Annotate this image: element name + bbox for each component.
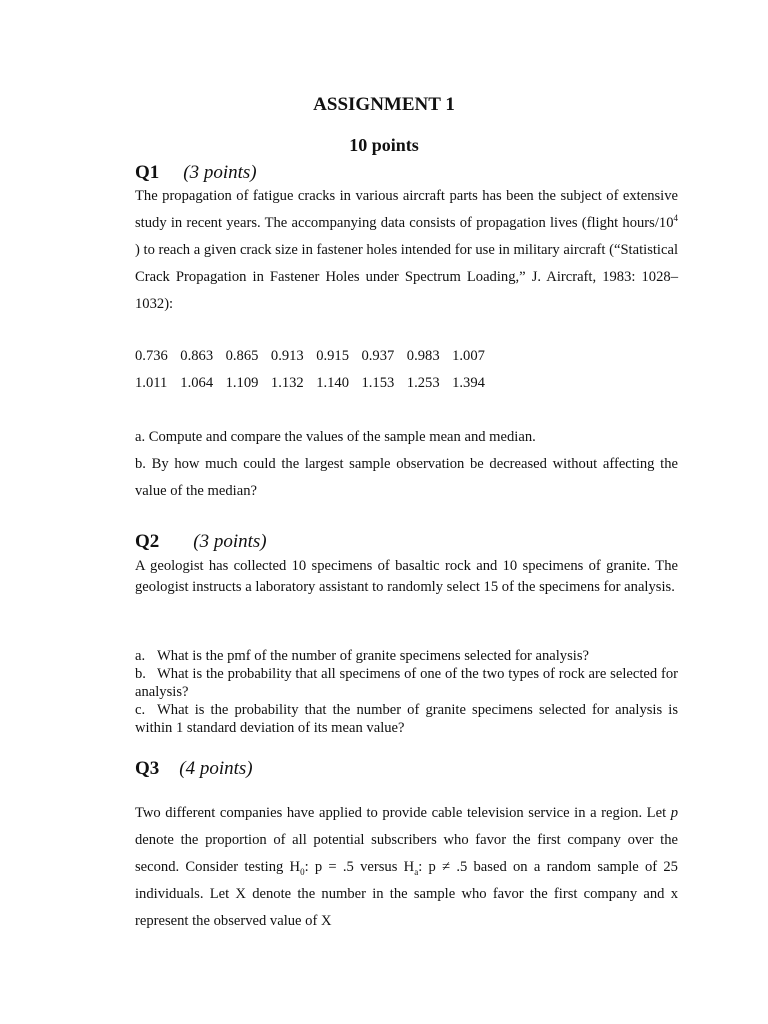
- data-value: 0.736: [135, 348, 168, 364]
- data-value: 1.140: [316, 375, 350, 391]
- q3-text-2: denote the proportion of all potential subscribers who favor the first company over the second. Consider testing H: [135, 832, 678, 875]
- q1-intro-b: ) to reach a given crack size in fastener holes intended for use in military aircraft (“Statistical Crack Propagation in Fastener Holes under Spectrum Loading,” J. Aircraft, 1983: 1028–1032):: [135, 242, 678, 312]
- data-value: 1.253: [406, 375, 440, 391]
- data-value: 0.863: [180, 348, 214, 364]
- q2-item-c-text: What is the probability that the number of granite specimens selected for analysis is within 1 standard deviation of its mean value?: [135, 702, 678, 736]
- q2-item-b-text: What is the probability that all specimens of one of the two types of rock are selected for analysis?: [135, 666, 678, 700]
- data-value: 0.915: [316, 348, 350, 364]
- q3-p-variable: p: [670, 805, 678, 821]
- q3-subscript-a: a: [414, 866, 419, 877]
- data-value: 0.865: [225, 348, 259, 364]
- q3-label: Q3: [135, 758, 160, 779]
- page-title: ASSIGNMENT 1: [313, 94, 455, 115]
- data-value: 1.132: [270, 375, 304, 391]
- data-value: 1.011: [135, 375, 168, 391]
- q3-subscript-0: 0: [300, 866, 305, 877]
- q3-text-4: : p ≠ .5 based on a random sample of 25 individuals. Let X denote the number in the sample who favor the first company and x represent the observed value of X: [135, 859, 678, 929]
- q1-intro-a: The propagation of fatigue cracks in various aircraft parts has been the subject of extensive study in recent years. The accompanying data consists of propagation lives (flight hours/10: [135, 188, 678, 231]
- q2-item-a: [135, 647, 678, 665]
- q2-item-c: [135, 701, 678, 737]
- q1-label: Q1: [135, 162, 160, 183]
- q1-part-b: b. By how much could the largest sample observation be decreased without affecting the value of the median?: [135, 456, 678, 499]
- q1-intro-exponent: 4: [673, 213, 678, 224]
- data-value: 1.394: [452, 375, 485, 391]
- data-value: 1.007: [452, 348, 485, 364]
- page-subtitle: 10 points: [349, 135, 419, 155]
- q3-points: (4 points): [179, 758, 253, 779]
- q2-item-c-label: c.: [135, 702, 146, 718]
- q3-text-1: Two different companies have applied to provide cable television service in a region. Let: [135, 805, 671, 821]
- data-value: 0.983: [406, 348, 440, 364]
- q1-intro: [135, 183, 678, 318]
- q2-heading: [135, 531, 267, 553]
- data-value: 1.064: [180, 375, 214, 391]
- q1-data-row-1: [135, 348, 497, 365]
- q1-heading: [135, 162, 257, 184]
- data-value: 1.109: [225, 375, 259, 391]
- q1-points: (3 points): [183, 162, 257, 183]
- q3-heading: [135, 758, 253, 780]
- q1-part-a: a. Compute and compare the values of the sample mean and median.: [135, 429, 536, 445]
- data-value: 1.153: [361, 375, 395, 391]
- data-value: 0.937: [361, 348, 395, 364]
- q2-item-a-text: What is the pmf of the number of granite specimens selected for analysis?: [157, 648, 589, 664]
- q2-label: Q2: [135, 531, 160, 552]
- q1-data-row-2: [135, 375, 497, 392]
- q2-items: [135, 647, 678, 737]
- q3-text-3: : p = .5 versus H: [304, 859, 415, 875]
- q2-item-b-label: b.: [135, 666, 146, 682]
- q2-points: (3 points): [193, 531, 267, 552]
- data-value: 0.913: [270, 348, 304, 364]
- q2-item-a-label: a.: [135, 648, 146, 664]
- q2-intro: A geologist has collected 10 specimens of basaltic rock and 10 specimens of granite. The geologist instructs a laboratory assistant to randomly select 15 of the specimens for analysis.: [135, 558, 678, 595]
- q3-body: [135, 800, 678, 935]
- q2-item-b: [135, 665, 678, 701]
